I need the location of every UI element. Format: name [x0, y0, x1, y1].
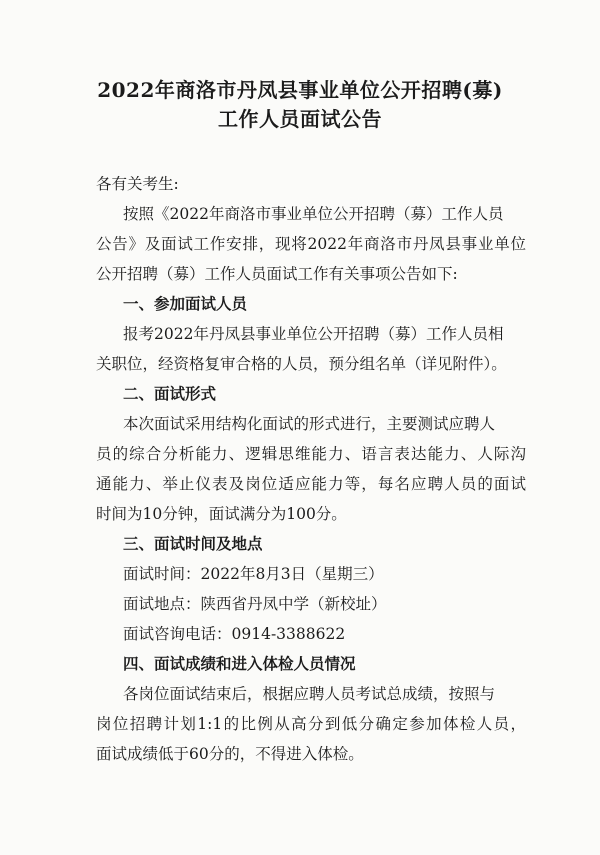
- intro-line-1: 按照《2022年商洛市事业单位公开招聘（募）工作人员: [123, 205, 504, 223]
- section-2-line-4: 时间为10分钟，面试满分为100分。: [96, 505, 347, 523]
- section-4-heading: 四、面试成绩和进入体检人员情况: [123, 654, 356, 673]
- section-1-heading: 一、参加面试人员: [123, 294, 248, 313]
- section-1-line-2: 关职位，经资格复审合格的人员，预分组名单（详见附件）。: [96, 355, 507, 373]
- section-1-line-1: 报考2022年丹凤县事业单位公开招聘（募）工作人员相: [123, 325, 504, 343]
- interview-place: 面试地点：陕西省丹凤中学（新校址）: [123, 595, 387, 613]
- section-4-line-2: 岗位招聘计划1:1的比例从高分到低分确定参加体检人员，: [96, 715, 526, 733]
- section-2-line-1: 本次面试采用结构化面试的形式进行，主要测试应聘人: [123, 415, 496, 433]
- section-3-heading: 三、面试时间及地点: [123, 534, 263, 553]
- intro-line-3: 公开招聘（募）工作人员面试工作有关事项公告如下:: [96, 265, 458, 283]
- title-line-1: 2022年商洛市丹凤县事业单位公开招聘(募): [97, 78, 503, 102]
- interview-phone: 面试咨询电话：0914-3388622: [123, 625, 346, 643]
- title-line-2: 工作人员面试公告: [218, 107, 382, 131]
- section-4-line-1: 各岗位面试结束后，根据应聘人员考试总成绩，按照与: [123, 685, 496, 703]
- intro-line-2: 公告》及面试工作安排，现将2022年商洛市丹凤县事业单位: [96, 235, 526, 253]
- section-2-line-2: 员的综合分析能力、逻辑思维能力、语言表达能力、人际沟: [96, 445, 526, 463]
- section-2-heading: 二、面试形式: [123, 384, 217, 403]
- greeting: 各有关考生:: [96, 175, 179, 193]
- section-4-line-3: 面试成绩低于60分的，不得进入体检。: [96, 745, 364, 763]
- section-2-line-3: 通能力、举止仪表及岗位适应能力等，每名应聘人员的面试: [96, 475, 526, 493]
- interview-time: 面试时间：2022年8月3日（星期三）: [123, 565, 384, 583]
